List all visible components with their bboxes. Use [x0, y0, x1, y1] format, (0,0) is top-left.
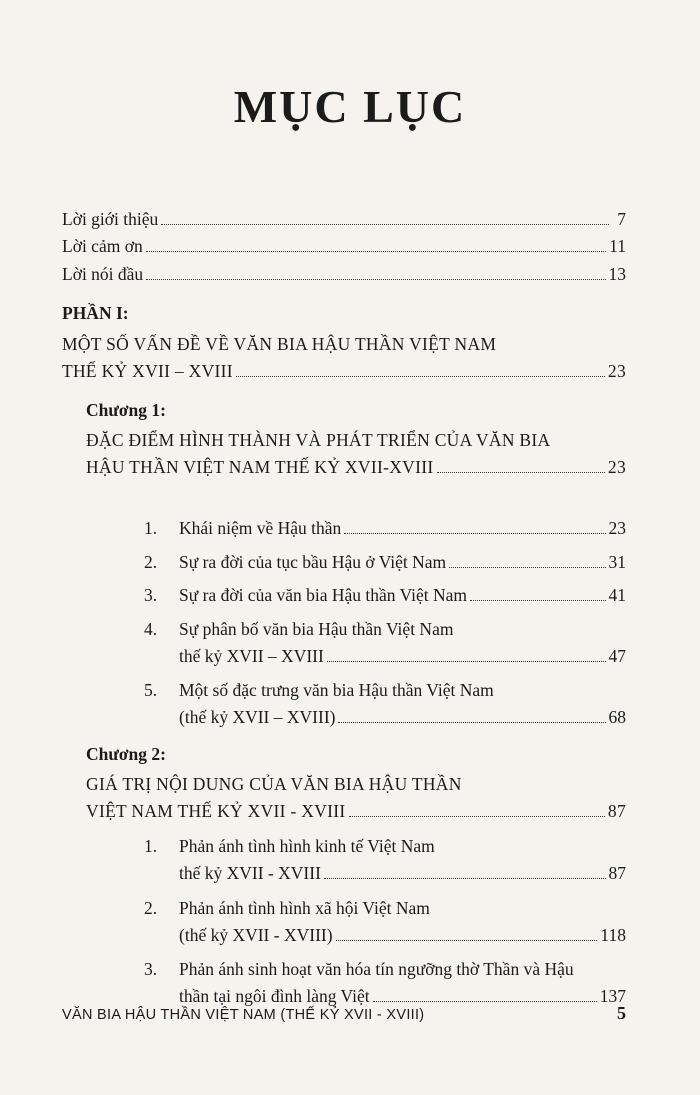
toc-entry-item-line — [144, 896, 430, 921]
toc-entry-label: Lời cảm ơn — [62, 236, 143, 256]
toc-entry-chapter1[interactable] — [86, 455, 626, 480]
toc-page-number: 41 — [608, 585, 626, 605]
dot-leader — [146, 251, 606, 252]
dot-leader — [349, 816, 605, 817]
toc-entry-label: Sự ra đời của tục bầu Hậu ở Việt Nam — [179, 552, 447, 572]
item-number: 4. — [144, 619, 158, 639]
toc-page-number: 23 — [608, 518, 626, 538]
part-title-line: MỘT SỐ VẤN ĐỀ VỀ VĂN BIA HẬU THẦN VIỆT NAM — [62, 334, 497, 354]
toc-entry-label: VIỆT NAM THẾ KỶ XVII - XVIII — [86, 801, 346, 821]
toc-entry-label: Khái niệm về Hậu thần — [179, 518, 342, 538]
dot-leader — [470, 600, 605, 601]
toc-entry-label: Lời nói đầu — [62, 264, 144, 284]
toc-entry-label: thần tại ngôi đình làng Việt — [179, 986, 370, 1006]
toc-page-number: 68 — [608, 707, 626, 727]
dot-leader — [236, 376, 605, 377]
toc-entry-label: Một số đặc trưng văn bia Hậu thần Việt Nam — [179, 680, 494, 700]
toc-entry-part1[interactable] — [62, 359, 626, 384]
toc-entry-item[interactable] — [144, 550, 626, 575]
page-footer — [62, 1003, 626, 1024]
chapter-title-line: ĐẶC ĐIỂM HÌNH THÀNH VÀ PHÁT TRIỂN CỦA VĂN BIA — [86, 430, 551, 450]
toc-entry-preface[interactable] — [62, 262, 626, 287]
toc-entry-label: thế kỷ XVII - XVIII — [179, 863, 321, 883]
toc-entry-intro[interactable] — [62, 207, 626, 232]
dot-leader — [344, 533, 605, 534]
toc-page-number: 31 — [608, 552, 626, 572]
toc-entry-acknowledgement[interactable] — [62, 234, 626, 259]
chapter-title-line: GIÁ TRỊ NỘI DUNG CỦA VĂN BIA HẬU THẦN — [86, 774, 462, 794]
item-number: 1. — [144, 836, 158, 856]
toc-entry-label: thế kỷ XVII – XVIII — [179, 646, 324, 666]
toc-page-number: 23 — [607, 361, 626, 381]
toc-entry-label: Phản ánh tình hình xã hội Việt Nam — [179, 898, 430, 918]
toc-entry-item[interactable] — [144, 583, 626, 608]
chapter-heading: Chương 2: — [86, 744, 166, 764]
dot-leader — [373, 1001, 597, 1002]
page-number: 5 — [617, 1003, 626, 1023]
toc-entry-label: (thế kỷ XVII – XVIII) — [179, 707, 336, 727]
toc-page-number: 87 — [607, 801, 626, 821]
toc-entry-label: THẾ KỶ XVII – XVIII — [62, 361, 233, 381]
toc-entry-label: Phản ánh tình hình kinh tế Việt Nam — [179, 836, 435, 856]
dot-leader — [449, 567, 605, 568]
toc-entry-label: Sự ra đời của văn bia Hậu thần Việt Nam — [179, 585, 468, 605]
part-heading: PHẦN I: — [62, 303, 129, 323]
toc-entry-item[interactable] — [179, 705, 626, 730]
toc-entry-label: (thế kỷ XVII - XVIII) — [179, 925, 333, 945]
toc-entry-label: Sự phân bố văn bia Hậu thần Việt Nam — [179, 619, 454, 639]
running-footer-title: VĂN BIA HẬU THẦN VIỆT NAM (THẾ KỶ XVII - XVIII) — [62, 1007, 425, 1023]
toc-entry-item[interactable] — [144, 516, 626, 541]
toc-page-number: 13 — [608, 264, 626, 284]
toc-page-number: 47 — [608, 646, 626, 666]
toc-entry-label: Lời giới thiệu — [62, 209, 159, 229]
item-number: 3. — [144, 959, 158, 979]
toc-page-number: 118 — [600, 925, 626, 945]
item-number: 2. — [144, 898, 158, 918]
dot-leader — [338, 722, 605, 723]
dot-leader — [336, 940, 598, 941]
dot-leader — [324, 878, 606, 879]
item-number: 2. — [144, 552, 158, 572]
dot-leader — [161, 224, 609, 225]
dot-leader — [327, 661, 606, 662]
toc-entry-item-line — [144, 678, 494, 703]
dot-leader — [437, 472, 605, 473]
item-number: 5. — [144, 680, 158, 700]
toc-entry-item[interactable] — [179, 861, 626, 886]
toc-page-number: 7 — [617, 209, 626, 229]
page-title: MỤC LỤC — [233, 81, 467, 132]
toc-entry-label: Phản ánh sinh hoạt văn hóa tín ngưỡng thờ Thần và Hậu — [179, 959, 574, 979]
toc-entry-item-line — [144, 834, 435, 859]
toc-entry-item-line — [144, 617, 453, 642]
toc-entry-item-line — [144, 957, 574, 982]
chapter-heading: Chương 1: — [86, 400, 166, 420]
toc-page-number: 87 — [608, 863, 626, 883]
toc-entry-item[interactable] — [179, 923, 626, 948]
item-number: 3. — [144, 585, 158, 605]
item-number: 1. — [144, 518, 158, 538]
toc-entry-chapter2[interactable] — [86, 799, 626, 824]
toc-page-number: 11 — [609, 236, 626, 256]
toc-entry-item[interactable] — [179, 644, 626, 669]
toc-entry-label: HẬU THẦN VIỆT NAM THẾ KỶ XVII-XVIII — [86, 457, 434, 477]
toc-page-number: 137 — [599, 986, 626, 1006]
toc-page-number: 23 — [607, 457, 626, 477]
dot-leader — [146, 279, 605, 280]
